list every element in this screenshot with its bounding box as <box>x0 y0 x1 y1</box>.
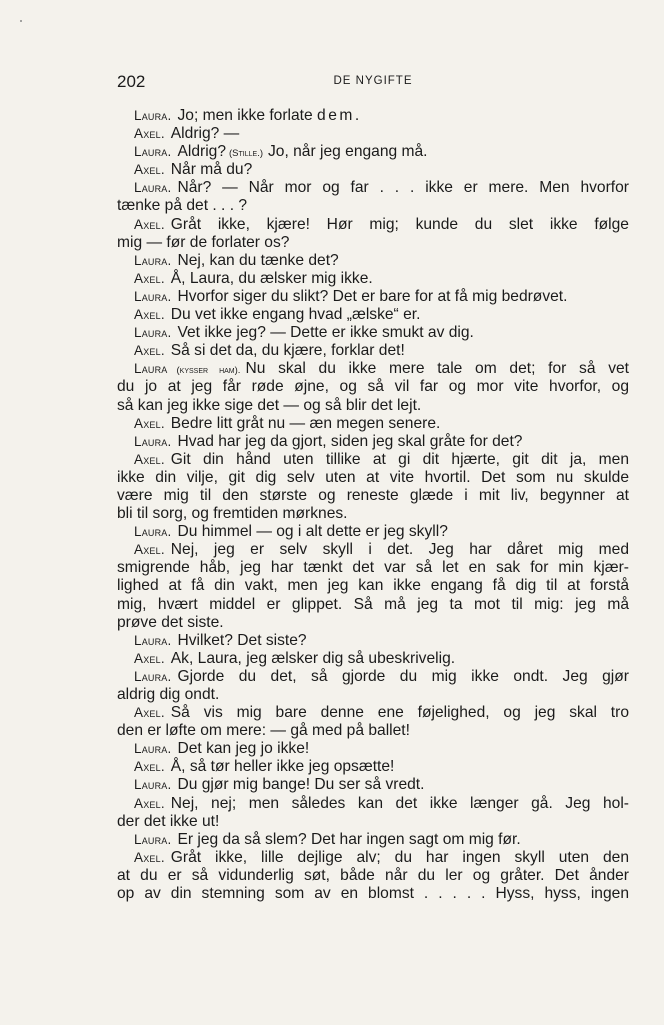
line-text: smigrende håb, jeg har tænkt det var så let en sak for min kjær- <box>117 559 629 577</box>
line-text: mig, hvært middel er glippet. Så må jeg ta mot til mig: jeg må <box>117 595 629 613</box>
text-line <box>117 234 629 252</box>
line-text: Hvilket? Det siste? <box>177 631 307 649</box>
line-text: Aldrig? <box>177 143 227 161</box>
speaker-name: Laura. <box>134 108 172 123</box>
text-line <box>117 378 629 396</box>
text-line <box>117 740 629 758</box>
speaker-name: Laura. <box>134 777 172 793</box>
text-line <box>117 324 629 342</box>
paper-speck <box>20 20 22 22</box>
text-line <box>117 758 629 776</box>
text-line <box>117 686 629 704</box>
speaker-name: Axel. <box>134 759 165 775</box>
line-text-continued: . <box>354 107 360 124</box>
speaker-name: Laura. <box>134 252 172 268</box>
line-text: Når? — Når mor og far . . . ikke er mere. Men hvorfor <box>177 179 629 197</box>
line-text: Jo; men ikke forlate <box>177 107 318 124</box>
page-number: 202 <box>117 72 146 91</box>
text-line <box>117 704 629 722</box>
line-text: Å, Laura, du ælsker mig ikke. <box>170 269 373 287</box>
line-text: Aldrig? — <box>170 125 240 143</box>
text-line <box>117 288 629 306</box>
text-line <box>117 541 629 559</box>
text-line <box>117 849 629 867</box>
line-text: Ak, Laura, jeg ælsker dig så ubeskrivelig. <box>170 649 456 667</box>
speaker-name: Laura. <box>134 524 172 540</box>
line-text: Gråt ikke, kjære! Hør mig; kunde du slet ikke følge <box>170 215 629 233</box>
text-line <box>117 397 629 415</box>
text-line <box>117 270 629 288</box>
text-line <box>117 451 629 469</box>
text-line <box>117 632 629 650</box>
text-line <box>117 596 629 614</box>
line-text: lighed at få din vakt, men jeg kan ikke engang få dig til at forstå <box>117 577 629 595</box>
line-text: Du vet ikke engang hvad „ælske“ er. <box>170 306 421 324</box>
text-line <box>117 650 629 668</box>
speaker-name: Axel. <box>134 216 165 232</box>
line-text: op av din stemning som av en blomst . . . . . Hyss, hyss, ingen <box>117 885 629 903</box>
stage-direction: (kysser ham). <box>176 365 241 377</box>
text-line <box>117 559 629 577</box>
speaker-name: Axel. <box>134 795 165 811</box>
speaker-name: Axel. <box>134 270 165 286</box>
text-line <box>117 252 629 270</box>
line-text: så kan jeg ikke sige det — og så blir det lejt. <box>117 396 422 414</box>
line-text: Hvad har jeg da gjort, siden jeg skal gråte for det? <box>177 432 523 450</box>
text-line <box>117 577 629 595</box>
text-line <box>117 722 629 740</box>
text-line <box>117 487 629 505</box>
line-text: der det ikke ut! <box>117 812 220 830</box>
text-line <box>117 867 629 885</box>
text-line <box>117 469 629 487</box>
speaker-name: Laura. <box>134 668 172 684</box>
page-header <box>117 72 629 96</box>
line-text: Gråt ikke, lille dejlige alv; du har ingen skyll uten den <box>170 848 629 866</box>
line-text: Gjorde du det, så gjorde du mig ikke ondt. Jeg gjør <box>177 667 629 685</box>
speaker-name: Axel. <box>134 650 165 666</box>
line-text: Nej, nej; men således kan det ikke længer gå. Jeg hol- <box>170 794 629 812</box>
line-text: Når må du? <box>170 161 253 179</box>
text-line <box>117 831 629 849</box>
line-text: Nej, jeg er selv skyll i det. Jeg har dåret mig med <box>170 541 629 559</box>
text-line <box>117 179 629 197</box>
speaker-name: Laura. <box>134 288 172 304</box>
speaker-name: Axel. <box>134 705 165 721</box>
speaker-name: Axel. <box>134 162 165 178</box>
line-text: Så si det da, du kjære, forklar det! <box>170 342 405 360</box>
text-line <box>117 161 629 179</box>
line-text-continued: Nu skal du ikke mere tale om det; for så vet <box>245 360 629 378</box>
line-text: være mig til den største og reneste glæde i mit liv, begynner at <box>117 486 629 504</box>
speaker-name: Laura. <box>134 144 172 160</box>
text-line <box>117 216 629 234</box>
line-text: tænke på det . . . ? <box>117 197 248 215</box>
stage-direction: (Stille.) <box>229 148 263 160</box>
speaker-name: Laura. <box>134 180 172 196</box>
text-line <box>117 197 629 215</box>
text-line <box>117 360 629 378</box>
speaker-name: Laura. <box>134 741 172 757</box>
speaker-name: Laura. <box>134 325 172 341</box>
speaker-name: Axel. <box>134 307 165 323</box>
text-line <box>117 125 629 143</box>
dialogue-text <box>117 107 629 903</box>
speaker-name: Laura <box>134 361 168 377</box>
text-line <box>117 143 629 161</box>
speaker-name: Laura. <box>134 632 172 648</box>
line-text: ikke din vilje, git dig selv uten at vite hvortil. Det som nu skulde <box>117 468 629 486</box>
text-line <box>117 776 629 794</box>
line-text: Nej, kan du tænke det? <box>177 251 339 269</box>
line-text: Så vis mig bare denne ene føjelighed, og jeg skal tro <box>170 704 629 722</box>
speaker-name: Axel. <box>134 415 165 431</box>
line-text: Vet ikke jeg? — Dette er ikke smukt av dig. <box>177 324 474 342</box>
speaker-name: Axel. <box>134 126 165 142</box>
text-line <box>117 668 629 686</box>
line-text: aldrig dig ondt. <box>117 686 220 703</box>
text-line <box>117 415 629 433</box>
speaker-name: Axel. <box>134 542 165 558</box>
speaker-name: Axel. <box>134 451 165 467</box>
line-text: prøve det siste. <box>117 613 224 631</box>
text-line <box>117 306 629 324</box>
text-line <box>117 614 629 632</box>
text-line <box>117 505 629 523</box>
text-line <box>117 342 629 360</box>
line-text: Å, så tør heller ikke jeg opsætte! <box>170 758 395 776</box>
line-text: Bedre litt gråt nu — æn megen senere. <box>170 414 441 432</box>
text-line <box>117 885 629 903</box>
speaker-name: Axel. <box>134 343 165 359</box>
line-text: Du gjør mig bange! Du ser så vredt. <box>177 776 425 794</box>
running-title: DE NYGIFTE <box>333 75 413 87</box>
emphasized-word: dem <box>317 107 355 124</box>
line-text-continued: Jo, når jeg engang må. <box>268 143 428 161</box>
line-text: du jo at jeg får røde øjne, og så vil far og mor vite hvorfor, og <box>117 378 629 396</box>
speaker-name: Laura. <box>134 831 172 847</box>
line-text: Git din hånd uten tillike at gi dit hjærte, git dit ja, men <box>170 450 629 468</box>
line-text: Hvorfor siger du slikt? Det er bare for at få mig bedrøvet. <box>177 287 568 305</box>
line-text: bli til sorg, og fremtiden mørknes. <box>117 505 348 523</box>
line-text: Er jeg da så slem? Det har ingen sagt om mig før. <box>177 830 521 848</box>
text-line <box>117 523 629 541</box>
speaker-name: Axel. <box>134 849 165 865</box>
line-text: den er løfte om mere: — gå med på ballet! <box>117 722 410 740</box>
line-text: Du himmel — og i alt dette er jeg skyll? <box>177 523 448 541</box>
text-line <box>117 813 629 831</box>
line-text: mig — før de forlater os? <box>117 233 290 251</box>
text-line <box>117 107 629 125</box>
line-text: at du er så vidunderlig søt, både når du ler og gråter. Det ånder <box>117 866 629 884</box>
text-line <box>117 795 629 813</box>
speaker-name: Laura. <box>134 433 172 449</box>
line-text: Det kan jeg jo ikke! <box>177 740 310 758</box>
text-line <box>117 433 629 451</box>
